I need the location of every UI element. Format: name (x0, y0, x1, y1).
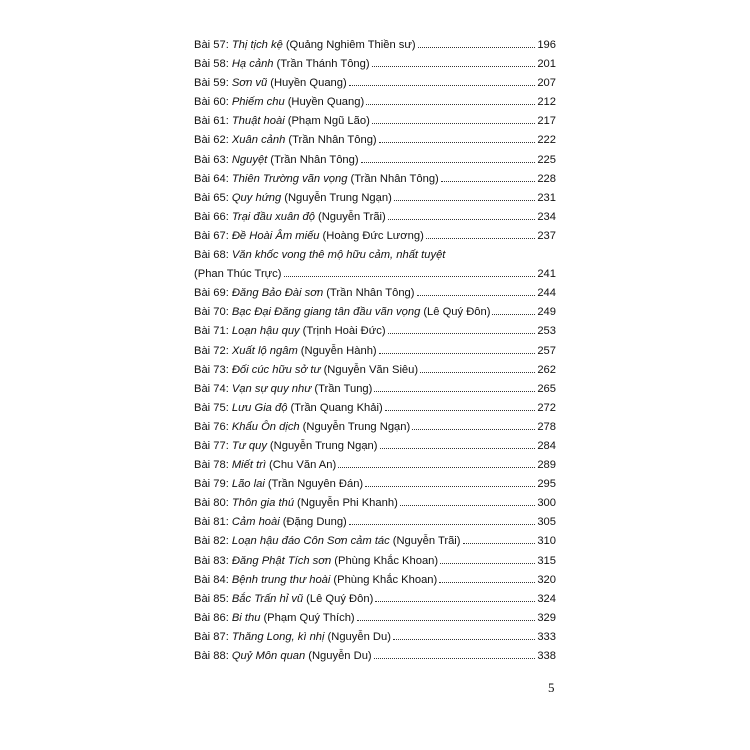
entry-number: Bài 70: (194, 306, 229, 319)
entry-page-number: 222 (537, 134, 556, 147)
entry-title: Phiếm chu (231, 96, 285, 109)
entry-number: Bài 81: (194, 516, 229, 529)
entry-page-number: 324 (537, 592, 556, 605)
toc-entry (194, 189, 556, 208)
entry-author: (Nguyễn Văn Siêu) (323, 363, 419, 376)
toc-entry (194, 265, 556, 284)
entry-page-number: 284 (537, 439, 556, 452)
dot-leader (394, 200, 536, 201)
entry-number: Bài 85: (194, 592, 229, 605)
dot-leader (388, 219, 536, 220)
entry-author: (Đặng Dung) (282, 516, 347, 529)
entry-title: Quy hứng (231, 191, 282, 204)
entry-number: Bài 62: (194, 134, 229, 147)
dot-leader (463, 543, 536, 544)
entry-title: Tư quy (231, 439, 267, 452)
dot-leader (372, 66, 536, 67)
table-of-contents (194, 36, 556, 666)
entry-title: Thị tịch kệ (231, 39, 283, 51)
toc-entry (194, 456, 556, 475)
entry-title: Bạc Đại Đăng giang tân đầu vãn vọng (231, 306, 421, 319)
entry-author: (Trần Tung) (314, 382, 373, 395)
entry-page-number: 305 (537, 516, 556, 529)
entry-title: Đề Hoài Âm miếu (231, 229, 320, 242)
entry-author: (Phùng Khắc Khoan) (333, 573, 438, 586)
toc-entry (194, 303, 556, 322)
entry-author: (Huyền Quang) (270, 77, 347, 90)
dot-leader (440, 563, 535, 564)
dot-leader (349, 524, 536, 525)
toc-entry (194, 513, 556, 532)
entry-author: (Trần Quang Khải) (290, 401, 383, 414)
entry-author: (Nguyễn Trung Ngạn) (302, 420, 411, 433)
toc-entry (194, 74, 556, 93)
entry-number: Bài 79: (194, 478, 229, 491)
dot-leader (372, 123, 536, 124)
entry-number: Bài 59: (194, 77, 229, 90)
toc-entry (194, 380, 556, 399)
toc-entry (194, 93, 556, 112)
entry-number: Bài 66: (194, 210, 229, 223)
entry-number: Bài 74: (194, 382, 229, 395)
entry-title: Thôn gia thú (231, 497, 295, 510)
entry-author: (Phan Thúc Trực) (194, 268, 282, 281)
entry-number: Bài 78: (194, 459, 229, 472)
dot-leader (380, 448, 536, 449)
toc-entry (194, 494, 556, 513)
dot-leader (417, 295, 536, 296)
toc-entry (194, 342, 556, 361)
entry-page-number: 249 (537, 306, 556, 319)
entry-number: Bài 71: (194, 325, 229, 338)
entry-number: Bài 87: (194, 630, 229, 643)
entry-number: Bài 65: (194, 191, 229, 204)
toc-entry (194, 571, 556, 590)
entry-title: Bi thu (231, 611, 261, 624)
entry-title: Khẩu Ôn dịch (231, 420, 300, 433)
dot-leader (400, 505, 536, 506)
toc-entry (194, 227, 556, 246)
entry-author: (Nguyễn Trãi) (317, 210, 386, 223)
entry-number: Bài 88: (194, 650, 229, 662)
dot-leader (357, 620, 536, 621)
entry-page-number: 262 (537, 363, 556, 376)
entry-number: Bài 61: (194, 115, 229, 128)
entry-number: Bài 68: (194, 249, 229, 262)
entry-number: Bài 86: (194, 611, 229, 624)
entry-author: (Nguyễn Du) (308, 650, 372, 662)
entry-author: (Phạm Ngũ Lão) (287, 115, 370, 128)
entry-page-number: 295 (537, 478, 556, 491)
entry-title: Lưu Gia độ (231, 401, 288, 414)
dot-leader (349, 85, 536, 86)
entry-page-number: 265 (537, 382, 556, 395)
entry-number: Bài 75: (194, 401, 229, 414)
entry-page-number: 212 (537, 96, 556, 109)
entry-author: (Chu Văn An) (269, 459, 337, 472)
entry-number: Bài 76: (194, 420, 229, 433)
entry-author: (Trần Nhân Tông) (270, 153, 359, 166)
toc-entry (194, 590, 556, 609)
entry-page-number: 289 (537, 459, 556, 472)
entry-page-number: 338 (537, 650, 556, 662)
entry-page-number: 234 (537, 210, 556, 223)
entry-number: Bài 57: (194, 39, 229, 51)
toc-entry (194, 418, 556, 437)
page-number: 5 (548, 680, 555, 695)
entry-page-number: 244 (537, 287, 556, 300)
entry-page-number: 300 (537, 497, 556, 510)
entry-number: Bài 72: (194, 344, 229, 357)
dot-leader (393, 639, 535, 640)
dot-leader (420, 372, 535, 373)
entry-author: (Lê Quý Đôn) (423, 306, 491, 319)
entry-author: (Phạm Quý Thích) (263, 611, 355, 624)
entry-page-number: 272 (537, 401, 556, 414)
dot-leader (385, 410, 536, 411)
entry-page-number: 231 (537, 191, 556, 204)
dot-leader (284, 276, 536, 277)
toc-entry (194, 361, 556, 380)
entry-number: Bài 84: (194, 573, 229, 586)
toc-entry (194, 437, 556, 456)
entry-number: Bài 83: (194, 554, 229, 567)
toc-entry-first-line (194, 246, 556, 265)
entry-page-number: 201 (537, 58, 556, 71)
toc-entry (194, 609, 556, 628)
entry-page-number: 329 (537, 611, 556, 624)
entry-title: Vạn sự quy như (231, 382, 312, 395)
entry-title: Quỷ Môn quan (231, 650, 306, 662)
entry-author: (Nguyễn Trung Ngạn) (269, 439, 378, 452)
entry-page-number: 333 (537, 630, 556, 643)
dot-leader (388, 333, 536, 334)
toc-entry (194, 112, 556, 131)
entry-title: Cảm hoài (231, 516, 280, 529)
entry-author: (Trần Nhân Tông) (350, 172, 439, 185)
entry-author: (Quảng Nghiêm Thiền sư) (285, 39, 416, 51)
toc-entry (194, 475, 556, 494)
dot-leader (492, 314, 535, 315)
entry-title: Bắc Trấn hỉ vũ (231, 592, 304, 605)
dot-leader (361, 162, 536, 163)
entry-number: Bài 67: (194, 229, 229, 242)
entry-author: (Nguyễn Trãi) (392, 535, 461, 548)
entry-number: Bài 64: (194, 172, 229, 185)
entry-author: (Hoàng Đức Lương) (322, 229, 424, 242)
entry-title: Hạ cảnh (231, 58, 274, 71)
entry-author: (Trần Thánh Tông) (276, 58, 370, 71)
entry-author: (Nguyễn Trung Ngạn) (284, 191, 392, 204)
toc-entry (194, 36, 556, 55)
dot-leader (426, 238, 536, 239)
entry-author: (Trịnh Hoài Đức) (302, 325, 386, 338)
toc-entry (194, 399, 556, 418)
entry-author: (Huyền Quang) (287, 96, 365, 109)
dot-leader (365, 486, 535, 487)
entry-page-number: 225 (537, 153, 556, 166)
toc-entry (194, 208, 556, 227)
entry-author: (Lê Quý Đôn) (306, 592, 374, 605)
entry-page-number: 253 (537, 325, 556, 338)
entry-title: Xuân cảnh (231, 134, 286, 147)
toc-entry (194, 151, 556, 170)
dot-leader (379, 353, 536, 354)
toc-entry (194, 55, 556, 74)
toc-entry (194, 532, 556, 551)
toc-entry (194, 131, 556, 150)
entry-title: Đối cúc hữu sở tư (231, 363, 321, 376)
entry-page-number: 237 (537, 229, 556, 242)
entry-title: Thiên Trường vãn vọng (231, 172, 348, 185)
entry-number: Bài 77: (194, 439, 229, 452)
entry-title: Văn khốc vong thê mộ hữu cảm, nhất tuyệt (231, 249, 446, 262)
dot-leader (418, 47, 536, 48)
entry-author: (Nguyễn Du) (327, 630, 391, 643)
toc-entry (194, 284, 556, 303)
entry-author: (Nguyễn Phi Khanh) (297, 497, 398, 510)
dot-leader (379, 142, 536, 143)
entry-number: Bài 69: (194, 287, 229, 300)
entry-title: Loạn hậu quy (231, 325, 300, 338)
entry-page-number: 228 (537, 172, 556, 185)
dot-leader (439, 582, 535, 583)
dot-leader (441, 181, 536, 182)
dot-leader (374, 391, 535, 392)
entry-page-number: 310 (537, 535, 556, 548)
entry-title: Đăng Phật Tích sơn (231, 554, 332, 567)
entry-author: (Phùng Khắc Khoan) (334, 554, 439, 567)
entry-title: Trại đầu xuân độ (231, 210, 315, 223)
entry-title: Đăng Bảo Đài sơn (231, 287, 324, 300)
entry-title: Xuất lộ ngâm (231, 344, 298, 357)
toc-entry (194, 647, 556, 666)
entry-title: Nguyệt (231, 153, 268, 166)
entry-title: Sơn vũ (231, 77, 268, 90)
dot-leader (374, 658, 536, 659)
entry-title: Thuật hoài (231, 115, 285, 128)
entry-page-number: 320 (537, 573, 556, 586)
entry-number: Bài 60: (194, 96, 229, 109)
entry-page-number: 257 (537, 344, 556, 357)
entry-author: (Nguyễn Hành) (300, 344, 377, 357)
entry-author: (Trần Nhân Tông) (288, 134, 377, 147)
entry-page-number: 207 (537, 77, 556, 90)
toc-entry (194, 552, 556, 571)
entry-page-number: 217 (537, 115, 556, 128)
toc-entry (194, 628, 556, 647)
entry-title: Bệnh trung thư hoài (231, 573, 331, 586)
entry-number: Bài 82: (194, 535, 229, 548)
entry-page-number: 278 (537, 420, 556, 433)
entry-author: (Trần Nhân Tông) (326, 287, 415, 300)
dot-leader (375, 601, 535, 602)
entry-number: Bài 80: (194, 497, 229, 510)
entry-page-number: 241 (537, 268, 556, 281)
entry-number: Bài 58: (194, 58, 229, 71)
entry-page-number: 196 (537, 39, 556, 51)
entry-number: Bài 73: (194, 363, 229, 376)
entry-title: Miết trì (231, 459, 267, 472)
entry-page-number: 315 (537, 554, 556, 567)
entry-author: (Trần Nguyên Đán) (267, 478, 364, 491)
entry-title: Thăng Long, kì nhị (231, 630, 325, 643)
dot-leader (366, 104, 535, 105)
dot-leader (338, 467, 535, 468)
dot-leader (412, 429, 535, 430)
toc-entry (194, 170, 556, 189)
entry-title: Loạn hậu đáo Côn Sơn cảm tác (231, 535, 390, 548)
entry-number: Bài 63: (194, 153, 229, 166)
entry-title: Lão lai (231, 478, 265, 491)
toc-entry (194, 322, 556, 341)
